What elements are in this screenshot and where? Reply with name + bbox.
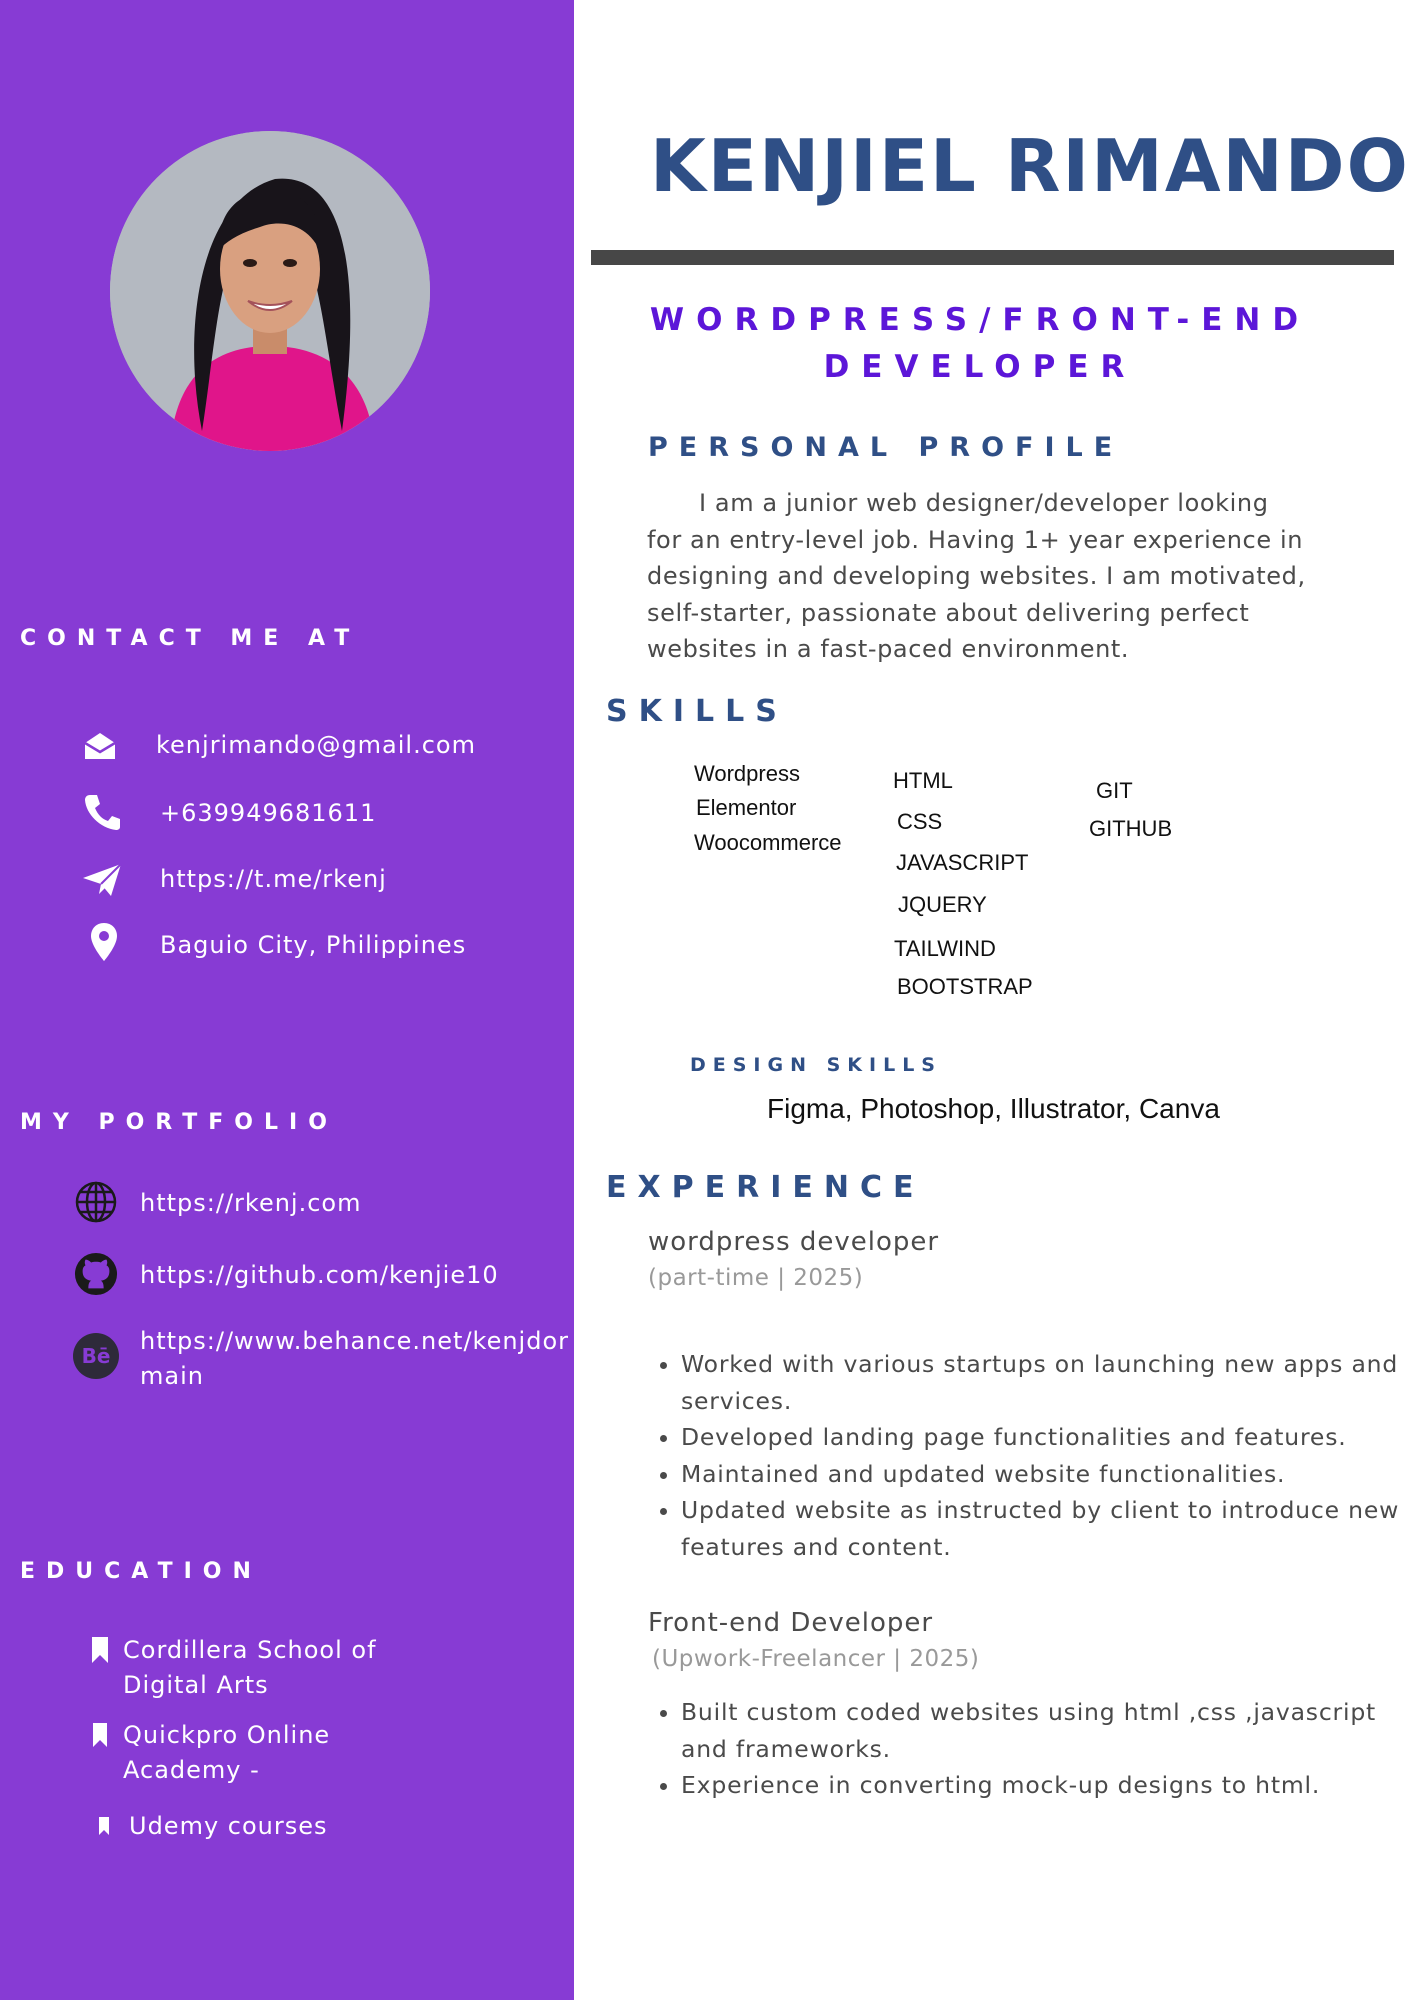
education-item-1 — [123, 1633, 377, 1703]
job-meta: (Upwork-Freelancer | 2025) — [652, 1646, 980, 1672]
list-item: • Developed landing page functionalities and features. — [681, 1419, 1401, 1456]
profile-photo — [110, 131, 430, 451]
portrait-illustration — [110, 131, 430, 451]
contact-email[interactable]: kenjrimando@gmail.com — [156, 731, 476, 759]
paper-plane-icon — [80, 858, 124, 902]
skill-item: Elementor — [696, 795, 797, 820]
education-heading: EDUCATION — [20, 1559, 262, 1584]
behance-link-line2: main — [140, 1362, 204, 1390]
skill-item: Woocommerce — [694, 830, 842, 855]
bookmark-icon — [78, 1720, 122, 1750]
skill-item: GITHUB — [1089, 816, 1173, 841]
education-item-3: Udemy courses — [129, 1812, 328, 1840]
candidate-name: KENJIEL RIMANDO — [650, 124, 1410, 208]
skill-item: JQUERY — [898, 892, 987, 917]
skill-item: BOOTSTRAP — [897, 974, 1033, 999]
bookmark-icon — [78, 1634, 122, 1666]
contact-phone[interactable]: +639949681611 — [160, 799, 377, 827]
design-skills-heading: DESIGN SKILLS — [690, 1054, 942, 1076]
svg-text:Bē: Bē — [81, 1344, 111, 1368]
skill-item: GIT — [1096, 778, 1133, 803]
skill-item: HTML — [893, 768, 953, 793]
list-item: • Experience in converting mock-up designs to html. — [681, 1767, 1381, 1804]
skill-item: TAILWIND — [894, 936, 996, 961]
list-item: • Maintained and updated website functionalities. — [681, 1456, 1401, 1493]
location-pin-icon — [82, 920, 126, 964]
envelope-icon — [78, 724, 122, 768]
experience-heading: EXPERIENCE — [606, 1170, 925, 1205]
job-bullets — [647, 1694, 1381, 1804]
portfolio-heading: MY PORTFOLIO — [20, 1110, 338, 1135]
skill-item: JAVASCRIPT — [896, 850, 1029, 875]
behance-icon — [72, 1332, 120, 1380]
behance-link-line1: https://www.behance.net/kenjdor — [140, 1327, 570, 1355]
sidebar — [0, 0, 574, 2000]
job-role — [590, 297, 1370, 391]
globe-icon — [74, 1180, 118, 1224]
contact-location: Baguio City, Philippines — [160, 931, 467, 959]
job-title: wordpress developer — [648, 1227, 940, 1257]
education-item-1-line2: Digital Arts — [123, 1671, 269, 1699]
contact-heading: CONTACT ME AT — [20, 626, 361, 651]
profile-text: I am a junior web designer/developer looking for an entry-level job. Having 1+ year experience in designing and developing websites. I am motivated, self-starter, passionate about delivering perfect websites in a fast-paced environment. — [647, 489, 1306, 663]
education-item-2-line1: Quickpro Online — [123, 1721, 331, 1749]
job-bullets — [647, 1346, 1401, 1565]
job-meta: (part-time | 2025) — [648, 1265, 864, 1291]
phone-icon — [80, 790, 124, 834]
skill-item: Wordpress — [694, 761, 800, 786]
list-item: • Updated website as instructed by client to introduce new features and content. — [681, 1492, 1401, 1565]
education-item-1-line1: Cordillera School of — [123, 1636, 377, 1664]
education-item-2-line2: Academy - — [123, 1756, 260, 1784]
skills-heading: SKILLS — [606, 694, 788, 729]
bookmark-icon — [84, 1814, 124, 1838]
portfolio-website-link[interactable]: https://rkenj.com — [140, 1189, 362, 1217]
list-item: • Worked with various startups on launching new apps and services. — [681, 1346, 1401, 1419]
list-item: • Built custom coded websites using html ,css ,javascript and frameworks. — [681, 1694, 1381, 1767]
job-title: Front-end Developer — [648, 1608, 934, 1638]
design-skills-list: Figma, Photoshop, Illustrator, Canva — [767, 1093, 1220, 1124]
github-icon — [74, 1252, 118, 1296]
portfolio-behance-link[interactable] — [140, 1324, 570, 1394]
profile-heading: PERSONAL PROFILE — [648, 432, 1124, 463]
header-divider — [591, 250, 1394, 265]
portfolio-github-link[interactable]: https://github.com/kenjie10 — [140, 1261, 499, 1289]
contact-telegram[interactable]: https://t.me/rkenj — [160, 865, 387, 893]
education-item-2 — [123, 1718, 330, 1788]
skill-item: CSS — [897, 809, 943, 834]
job-role-line2: DEVELOPER — [823, 349, 1137, 385]
job-role-line1: WORDPRESS/FRONT-END — [649, 302, 1311, 338]
